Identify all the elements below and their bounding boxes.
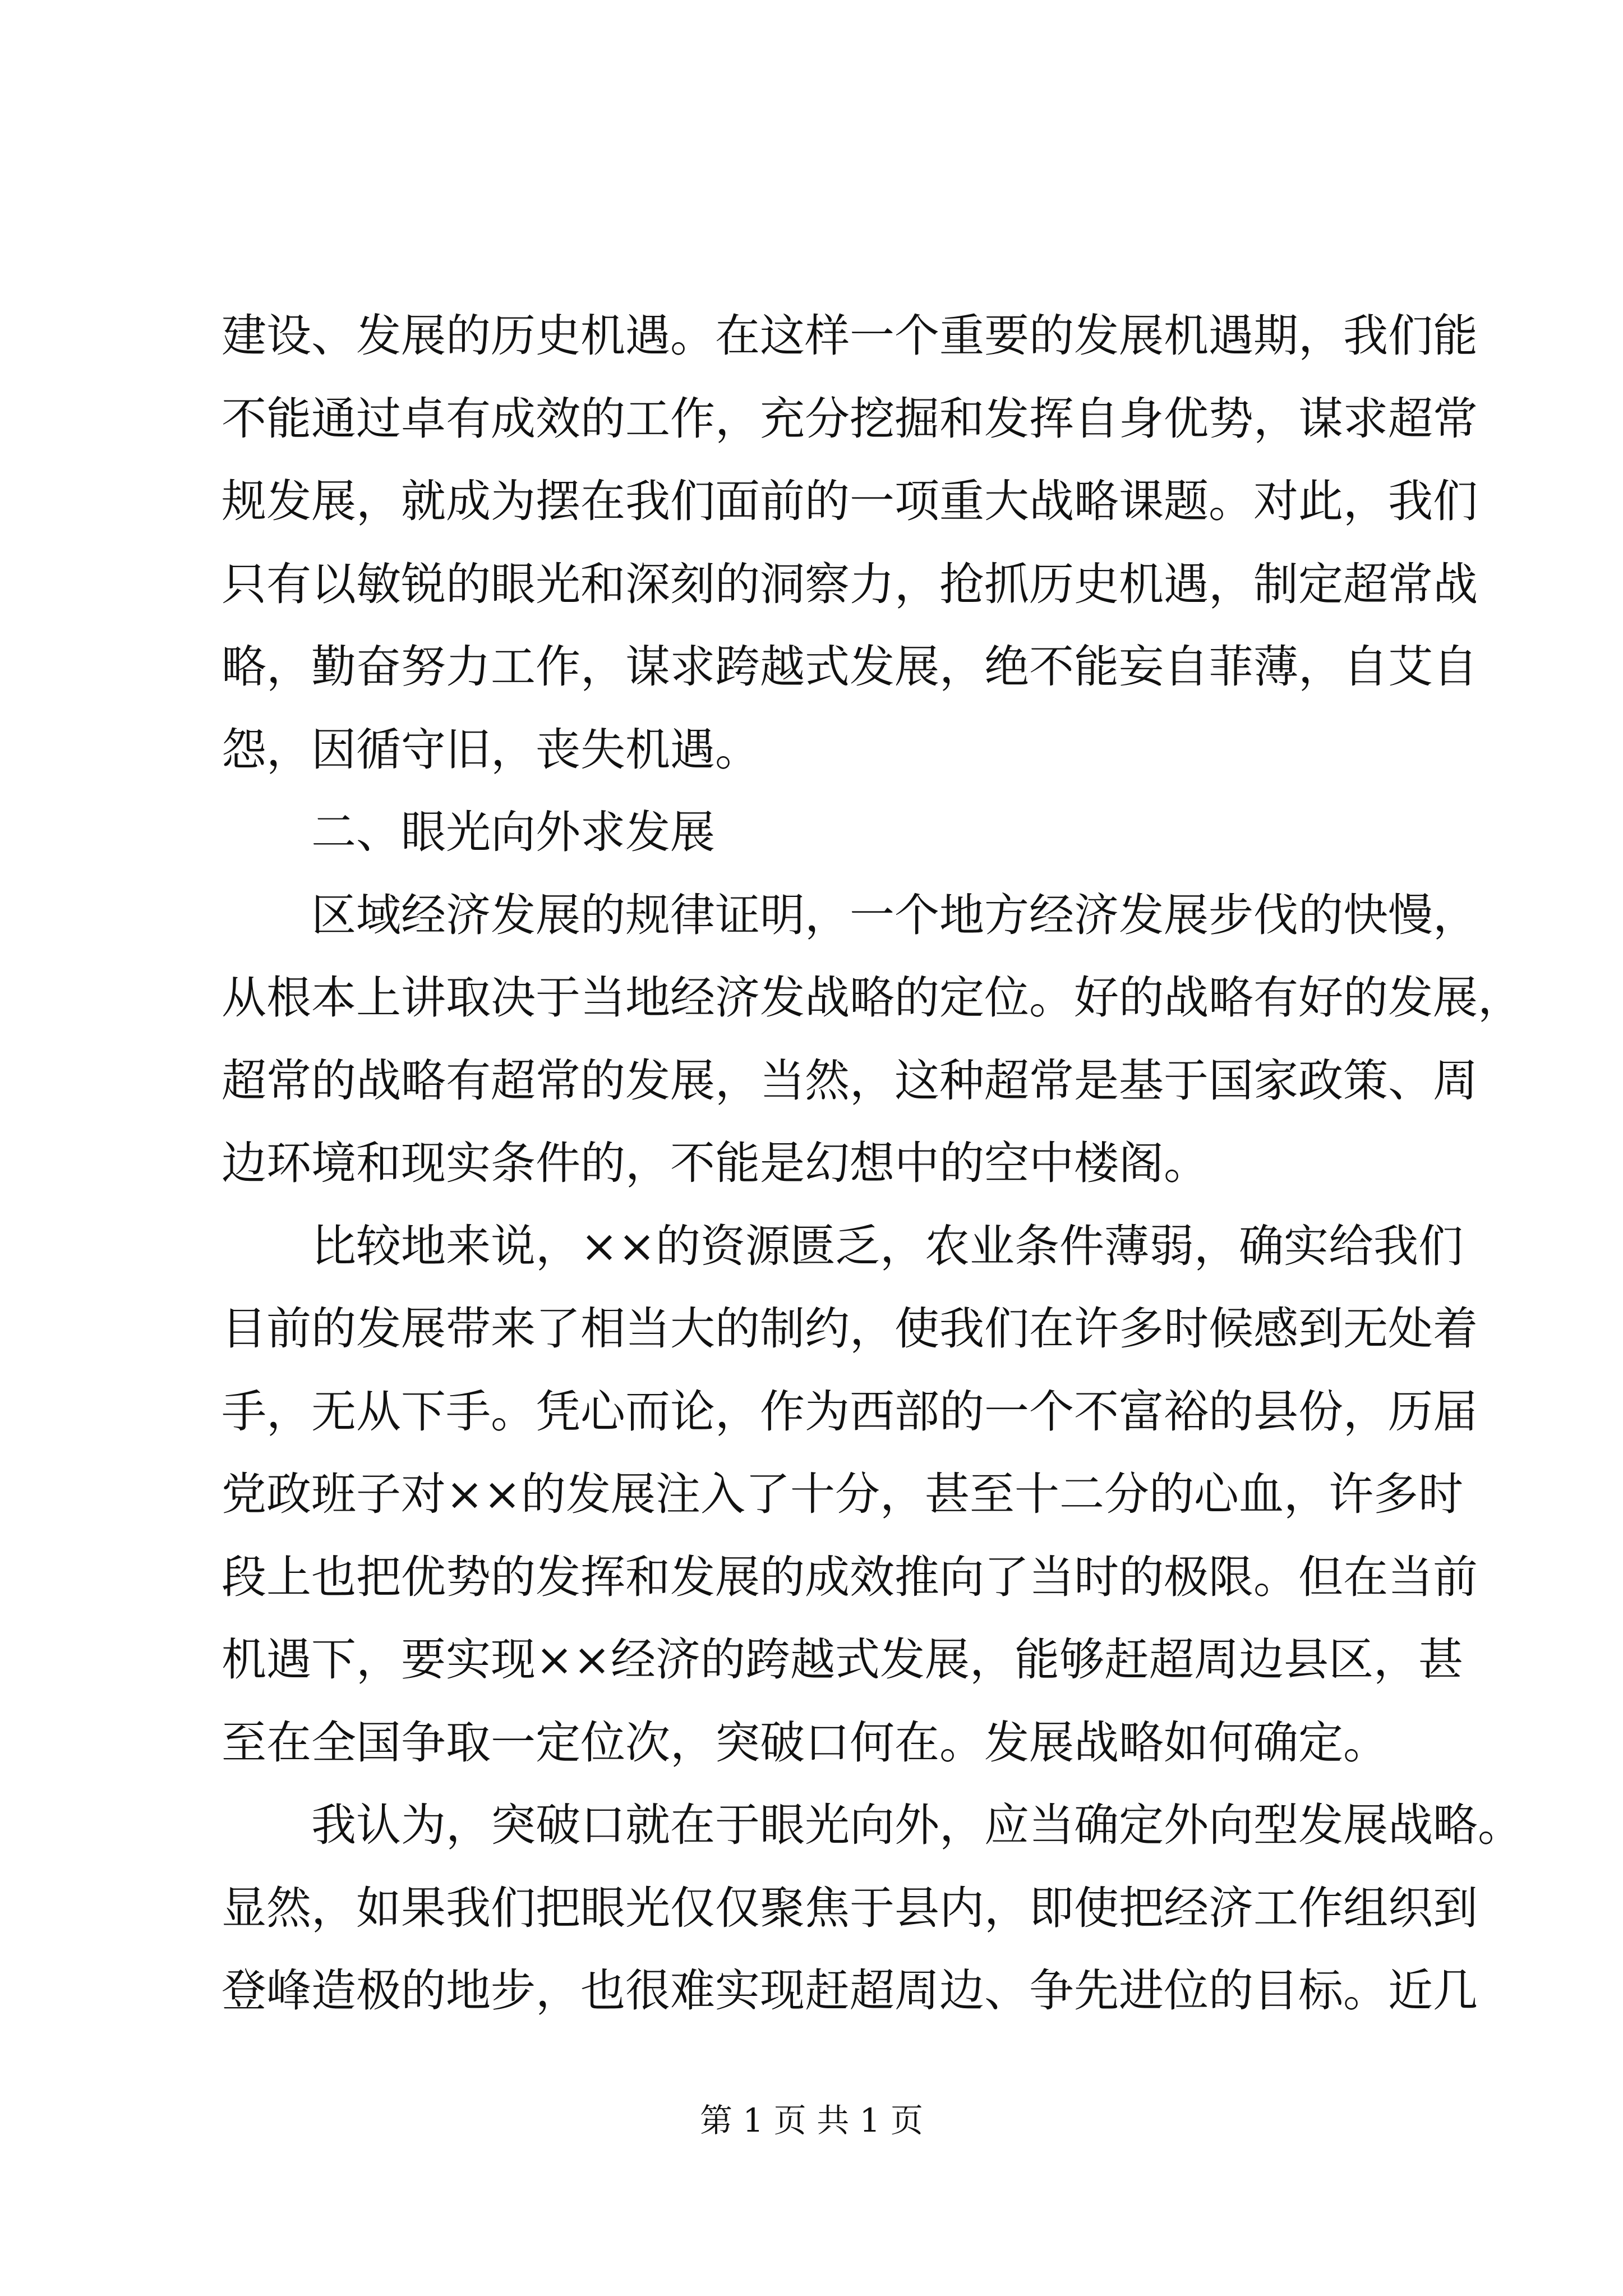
text-line: 显然，如果我们把眼光仅仅聚焦于县内，即使把经济工作组织到 bbox=[222, 1881, 1478, 1934]
text-line: 建设、发展的历史机遇。在这样一个重要的发展机遇期，我们能 bbox=[222, 310, 1478, 362]
text-line: 登峰造极的地步，也很难实现赶超周边、争先进位的目标。近几 bbox=[222, 1964, 1478, 2017]
section-heading: 二、眼光向外求发展 bbox=[311, 806, 715, 858]
text-line: 手，无从下手。凭心而论，作为西部的一个不富裕的县份，历届 bbox=[222, 1385, 1478, 1438]
text-line: 我认为，突破口就在于眼光向外，应当确定外向型发展战略。 bbox=[311, 1799, 1523, 1851]
text-line: 党政班子对××的发展注入了十分，甚至十二分的心血，许多时 bbox=[222, 1468, 1464, 1520]
text-line: 不能通过卓有成效的工作，充分挖掘和发挥自身优势，谋求超常 bbox=[222, 392, 1478, 445]
text-line: 至在全国争取一定位次，突破口何在。发展战略如何确定。 bbox=[222, 1716, 1388, 1769]
page-footer: 第 1 页 共 1 页 bbox=[700, 2101, 923, 2139]
text-line: 略，勤奋努力工作，谋求跨越式发展，绝不能妄自菲薄，自艾自 bbox=[222, 641, 1478, 693]
text-line: 规发展，就成为摆在我们面前的一项重大战略课题。对此，我们 bbox=[222, 475, 1478, 527]
text-line: 区域经济发展的规律证明，一个地方经济发展步伐的快慢， bbox=[311, 889, 1478, 941]
text-line: 怨，因循守旧，丧失机遇。 bbox=[222, 723, 760, 776]
text-line: 段上也把优势的发挥和发展的成效推向了当时的极限。但在当前 bbox=[222, 1550, 1478, 1603]
text-line: 从根本上讲取决于当地经济发战略的定位。好的战略有好的发展， bbox=[222, 972, 1523, 1024]
text-line: 超常的战略有超常的发展，当然，这种超常是基于国家政策、周 bbox=[222, 1054, 1478, 1107]
text-line: 边环境和现实条件的，不能是幻想中的空中楼阁。 bbox=[222, 1137, 1209, 1189]
text-line: 比较地来说，××的资源匮乏，农业条件薄弱，确实给我们 bbox=[311, 1220, 1464, 1272]
text-line: 目前的发展带来了相当大的制约，使我们在许多时候感到无处着 bbox=[222, 1303, 1478, 1355]
document-body bbox=[222, 295, 1523, 2032]
text-line: 只有以敏锐的眼光和深刻的洞察力，抢抓历史机遇，制定超常战 bbox=[222, 558, 1478, 610]
text-line: 机遇下，要实现××经济的跨越式发展，能够赶超周边县区，甚 bbox=[222, 1634, 1464, 1686]
